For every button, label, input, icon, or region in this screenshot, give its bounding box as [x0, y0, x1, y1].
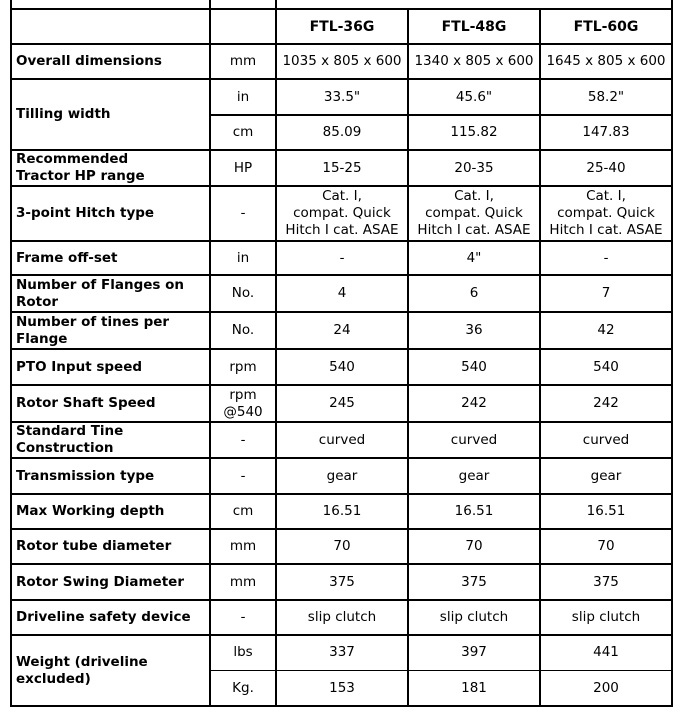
col-divider [539, 529, 541, 564]
row-label [11, 529, 210, 564]
value-cell [540, 494, 672, 529]
col-divider [407, 564, 409, 600]
col-divider [671, 349, 673, 385]
value-cell-text: 16.51 [586, 503, 626, 519]
row-label-text: Transmission type [16, 467, 155, 484]
row-unit [210, 115, 276, 150]
row-unit [210, 349, 276, 385]
col-divider [10, 385, 12, 422]
header-col-divider [10, 9, 12, 44]
value-cell [408, 241, 540, 275]
value-cell-text: 6 [469, 285, 479, 301]
header-col-divider [209, 9, 211, 44]
row-label-text: Rotor Swing Diameter [16, 573, 184, 590]
col-divider [10, 349, 12, 385]
col-divider [671, 494, 673, 529]
value-cell [276, 275, 408, 312]
col-divider [209, 186, 211, 241]
value-cell-text: 25-40 [586, 159, 626, 176]
row-label-text: Frame off-set [16, 249, 118, 266]
row-label-text: Number of tines per Flange [16, 313, 170, 347]
col-divider [539, 241, 541, 275]
row-unit [210, 79, 276, 115]
value-cell [276, 635, 408, 670]
value-cell [408, 115, 540, 150]
value-cell-text: 441 [593, 644, 619, 660]
col-divider [275, 79, 277, 150]
col-divider [407, 458, 409, 494]
value-cell [276, 422, 408, 458]
row-unit [210, 600, 276, 635]
col-divider [539, 186, 541, 241]
row-label-text: Rotor Shaft Speed [16, 395, 156, 411]
value-cell [276, 115, 408, 150]
value-cell-text: 58.2" [587, 88, 625, 105]
value-cell-text: 540 [461, 358, 487, 375]
value-cell-text: 24 [333, 322, 351, 338]
col-divider [539, 79, 541, 150]
col-divider [671, 385, 673, 422]
row-unit [210, 385, 276, 422]
value-cell-text: 4 [337, 285, 347, 301]
row-label-text: 3-point Hitch type [16, 205, 155, 221]
value-cell [408, 275, 540, 312]
sub-row-border [209, 114, 672, 116]
value-cell [276, 458, 408, 494]
row-label [11, 635, 210, 706]
col-divider [671, 79, 673, 150]
col-divider [539, 600, 541, 635]
value-cell [540, 670, 672, 706]
row-unit-text: - [240, 467, 246, 484]
value-cell-text: gear [590, 467, 622, 484]
value-cell-text: Cat. I, compat. Quick Hitch I cat. ASAE [549, 188, 663, 238]
col-divider [539, 494, 541, 529]
row-label [11, 44, 210, 79]
value-cell [276, 670, 408, 706]
col-divider [671, 564, 673, 600]
col-divider [539, 349, 541, 385]
col-divider [671, 241, 673, 275]
col-divider [209, 422, 211, 458]
col-divider [275, 275, 277, 312]
row-unit-text: - [240, 205, 246, 221]
value-cell [540, 349, 672, 385]
col-divider [539, 635, 541, 706]
value-cell-text: 20-35 [454, 159, 494, 176]
col-divider [209, 150, 211, 186]
value-cell [276, 564, 408, 600]
value-cell [540, 44, 672, 79]
value-cell-text: curved [582, 431, 630, 448]
row-label [11, 494, 210, 529]
value-cell-text: 33.5" [323, 88, 361, 105]
col-divider [10, 312, 12, 349]
value-cell [408, 670, 540, 706]
value-cell-text: 375 [461, 573, 487, 590]
col-divider [10, 79, 12, 150]
row-unit-text: - [240, 609, 246, 625]
value-cell [276, 529, 408, 564]
col-divider [539, 385, 541, 422]
value-cell [276, 150, 408, 186]
row-unit [210, 458, 276, 494]
row-label-text: Number of Flanges on Rotor [16, 276, 185, 310]
row-label [11, 385, 210, 422]
col-divider [407, 349, 409, 385]
row-border [10, 705, 673, 707]
row-unit [210, 529, 276, 564]
row-unit [210, 422, 276, 458]
value-cell-text: 147.83 [582, 124, 630, 140]
value-cell [276, 186, 408, 241]
col-divider [209, 44, 211, 79]
value-cell-text: 115.82 [450, 124, 498, 140]
row-unit [210, 275, 276, 312]
col-divider [275, 385, 277, 422]
value-cell-text: 181 [461, 679, 487, 696]
value-cell-text: 45.6" [455, 88, 493, 105]
value-cell-text: 1645 x 805 x 600 [546, 53, 666, 69]
value-cell-text: - [339, 249, 345, 266]
value-cell-text: slip clutch [439, 609, 509, 625]
col-divider [275, 458, 277, 494]
row-unit [210, 670, 276, 706]
col-divider [671, 186, 673, 241]
col-divider [10, 564, 12, 600]
col-divider [407, 241, 409, 275]
value-cell-text: 397 [461, 644, 487, 660]
col-divider [209, 600, 211, 635]
value-cell-text: 16.51 [454, 503, 494, 519]
col-divider [539, 44, 541, 79]
row-label [11, 275, 210, 312]
col-divider [275, 635, 277, 706]
value-cell [408, 564, 540, 600]
row-unit [210, 44, 276, 79]
value-cell [540, 79, 672, 115]
col-divider [275, 494, 277, 529]
value-cell [540, 635, 672, 670]
row-label-text: Weight (driveline excluded) [16, 653, 148, 687]
value-cell [540, 385, 672, 422]
value-cell-text: - [603, 249, 609, 266]
row-unit-text: in [236, 249, 250, 266]
value-cell [540, 422, 672, 458]
col-divider [10, 186, 12, 241]
value-cell [408, 79, 540, 115]
row-label-text: PTO Input speed [16, 358, 143, 375]
col-divider [209, 312, 211, 349]
value-cell [276, 44, 408, 79]
value-cell [276, 79, 408, 115]
col-divider [539, 275, 541, 312]
col-divider [209, 494, 211, 529]
col-divider [10, 150, 12, 186]
row-unit-text: Kg. [232, 679, 254, 696]
value-cell-text: Cat. I, compat. Quick Hitch I cat. ASAE [417, 188, 531, 238]
value-cell-text: slip clutch [307, 609, 377, 625]
value-cell-text: 1035 x 805 x 600 [282, 53, 402, 69]
value-cell-text: 7 [601, 285, 611, 301]
col-divider [275, 529, 277, 564]
row-label-text: Standard Tine Construction [16, 423, 124, 456]
row-unit-text: HP [233, 159, 253, 176]
col-divider [671, 458, 673, 494]
value-cell-text: 16.51 [322, 503, 362, 519]
row-unit [210, 494, 276, 529]
value-cell-text: 375 [593, 573, 619, 590]
value-cell [408, 349, 540, 385]
col-divider [407, 186, 409, 241]
value-cell-text: 375 [329, 573, 355, 590]
col-divider [407, 494, 409, 529]
value-cell-text: 245 [329, 395, 355, 411]
row-unit-text: mm [229, 538, 257, 554]
col-divider [407, 385, 409, 422]
model-header [540, 9, 672, 44]
value-cell [540, 115, 672, 150]
col-divider [539, 422, 541, 458]
value-cell [540, 275, 672, 312]
col-divider [539, 312, 541, 349]
value-cell [408, 600, 540, 635]
value-cell [408, 186, 540, 241]
col-divider [671, 600, 673, 635]
value-cell-text: 70 [465, 538, 483, 554]
row-label-text: Tilling width [16, 106, 111, 122]
row-unit [210, 635, 276, 670]
row-label [11, 79, 210, 150]
value-cell-text: 36 [465, 322, 483, 338]
row-label [11, 564, 210, 600]
value-cell [408, 422, 540, 458]
value-cell-text: 42 [597, 322, 615, 338]
col-divider [671, 150, 673, 186]
value-cell-text: 70 [333, 538, 351, 554]
col-divider [209, 349, 211, 385]
row-label [11, 186, 210, 241]
value-cell-text: Cat. I, compat. Quick Hitch I cat. ASAE [285, 188, 399, 238]
model-header-text: FTL-60G [573, 18, 639, 35]
value-cell [276, 312, 408, 349]
row-label-text: Driveline safety device [16, 609, 191, 625]
value-cell [540, 529, 672, 564]
col-divider [209, 241, 211, 275]
col-divider [407, 600, 409, 635]
row-unit [210, 241, 276, 275]
value-cell [408, 44, 540, 79]
value-cell-text: 70 [597, 538, 615, 554]
row-unit [210, 150, 276, 186]
col-divider [407, 44, 409, 79]
value-cell [408, 494, 540, 529]
value-cell-text: 540 [329, 358, 355, 375]
col-divider [275, 422, 277, 458]
row-unit-text: - [240, 431, 246, 448]
col-divider [275, 150, 277, 186]
value-cell-text: 337 [329, 644, 355, 660]
value-cell-text: gear [458, 467, 490, 484]
row-unit-text: rpm @540 [223, 386, 263, 420]
col-divider [209, 275, 211, 312]
col-divider [275, 312, 277, 349]
row-label [11, 349, 210, 385]
value-cell-text: 242 [593, 395, 619, 411]
col-divider [209, 635, 211, 706]
row-unit-text: rpm [229, 358, 257, 375]
row-label-text: Rotor tube diameter [16, 538, 172, 554]
model-header-text: FTL-48G [441, 18, 507, 35]
value-cell [276, 385, 408, 422]
value-cell-text: 540 [593, 358, 619, 375]
col-divider [209, 458, 211, 494]
value-cell [540, 186, 672, 241]
row-label [11, 600, 210, 635]
model-header [276, 9, 408, 44]
value-cell [540, 241, 672, 275]
value-cell-text: curved [450, 431, 498, 448]
row-unit [210, 564, 276, 600]
value-cell-text: 200 [593, 679, 619, 696]
col-divider [209, 529, 211, 564]
value-cell-text: slip clutch [571, 609, 641, 625]
value-cell-text: 242 [461, 395, 487, 411]
row-label-text: Recommended Tractor HP range [16, 151, 145, 184]
row-unit-text: mm [229, 573, 257, 590]
value-cell [408, 385, 540, 422]
value-cell-text: gear [326, 467, 358, 484]
col-divider [671, 529, 673, 564]
col-divider [275, 600, 277, 635]
col-divider [671, 275, 673, 312]
row-unit-text: mm [229, 53, 257, 69]
value-cell-text: 15-25 [322, 159, 362, 176]
row-unit-text: No. [231, 322, 255, 338]
col-divider [275, 349, 277, 385]
col-divider [209, 79, 211, 150]
col-divider [275, 186, 277, 241]
col-divider [10, 529, 12, 564]
model-header-text: FTL-36G [309, 18, 375, 35]
col-divider [275, 241, 277, 275]
row-unit-text: cm [232, 503, 254, 519]
col-divider [407, 635, 409, 706]
value-cell [540, 150, 672, 186]
col-divider [209, 385, 211, 422]
value-cell [408, 458, 540, 494]
model-header [408, 9, 540, 44]
col-divider [539, 150, 541, 186]
col-divider [275, 44, 277, 79]
sub-row-border [209, 670, 672, 671]
value-cell [276, 494, 408, 529]
col-divider [671, 312, 673, 349]
value-cell [276, 600, 408, 635]
col-divider [407, 275, 409, 312]
value-cell-text: 4" [466, 249, 482, 266]
row-label [11, 422, 210, 458]
row-unit [210, 312, 276, 349]
value-cell [408, 150, 540, 186]
value-cell-text: curved [318, 431, 366, 448]
col-divider [10, 241, 12, 275]
row-label-text: Overall dimensions [16, 53, 162, 69]
col-divider [10, 600, 12, 635]
col-divider [10, 422, 12, 458]
row-label [11, 312, 210, 349]
col-divider [671, 422, 673, 458]
col-divider [671, 44, 673, 79]
value-cell [276, 241, 408, 275]
col-divider [407, 79, 409, 150]
value-cell [408, 635, 540, 670]
col-divider [10, 44, 12, 79]
row-unit-text: lbs [233, 644, 253, 660]
col-divider [671, 635, 673, 706]
row-label [11, 150, 210, 186]
col-divider [10, 275, 12, 312]
row-unit-text: No. [231, 285, 255, 301]
value-cell [408, 312, 540, 349]
row-label [11, 241, 210, 275]
value-cell-text: 85.09 [322, 124, 362, 140]
value-cell [540, 600, 672, 635]
col-divider [275, 564, 277, 600]
col-divider [10, 635, 12, 706]
col-divider [407, 529, 409, 564]
col-divider [10, 458, 12, 494]
row-label-text: Max Working depth [16, 503, 165, 519]
value-cell [540, 312, 672, 349]
value-cell [408, 529, 540, 564]
value-cell [276, 349, 408, 385]
col-divider [407, 150, 409, 186]
value-cell [540, 564, 672, 600]
row-unit-text: cm [232, 124, 254, 140]
col-divider [209, 564, 211, 600]
row-unit-text: in [236, 88, 250, 105]
col-divider [10, 494, 12, 529]
value-cell-text: 153 [329, 679, 355, 696]
col-divider [407, 312, 409, 349]
value-cell [540, 458, 672, 494]
col-divider [407, 422, 409, 458]
value-cell-text: 1340 x 805 x 600 [414, 53, 534, 69]
col-divider [539, 458, 541, 494]
row-unit [210, 186, 276, 241]
row-label [11, 458, 210, 494]
col-divider [539, 564, 541, 600]
